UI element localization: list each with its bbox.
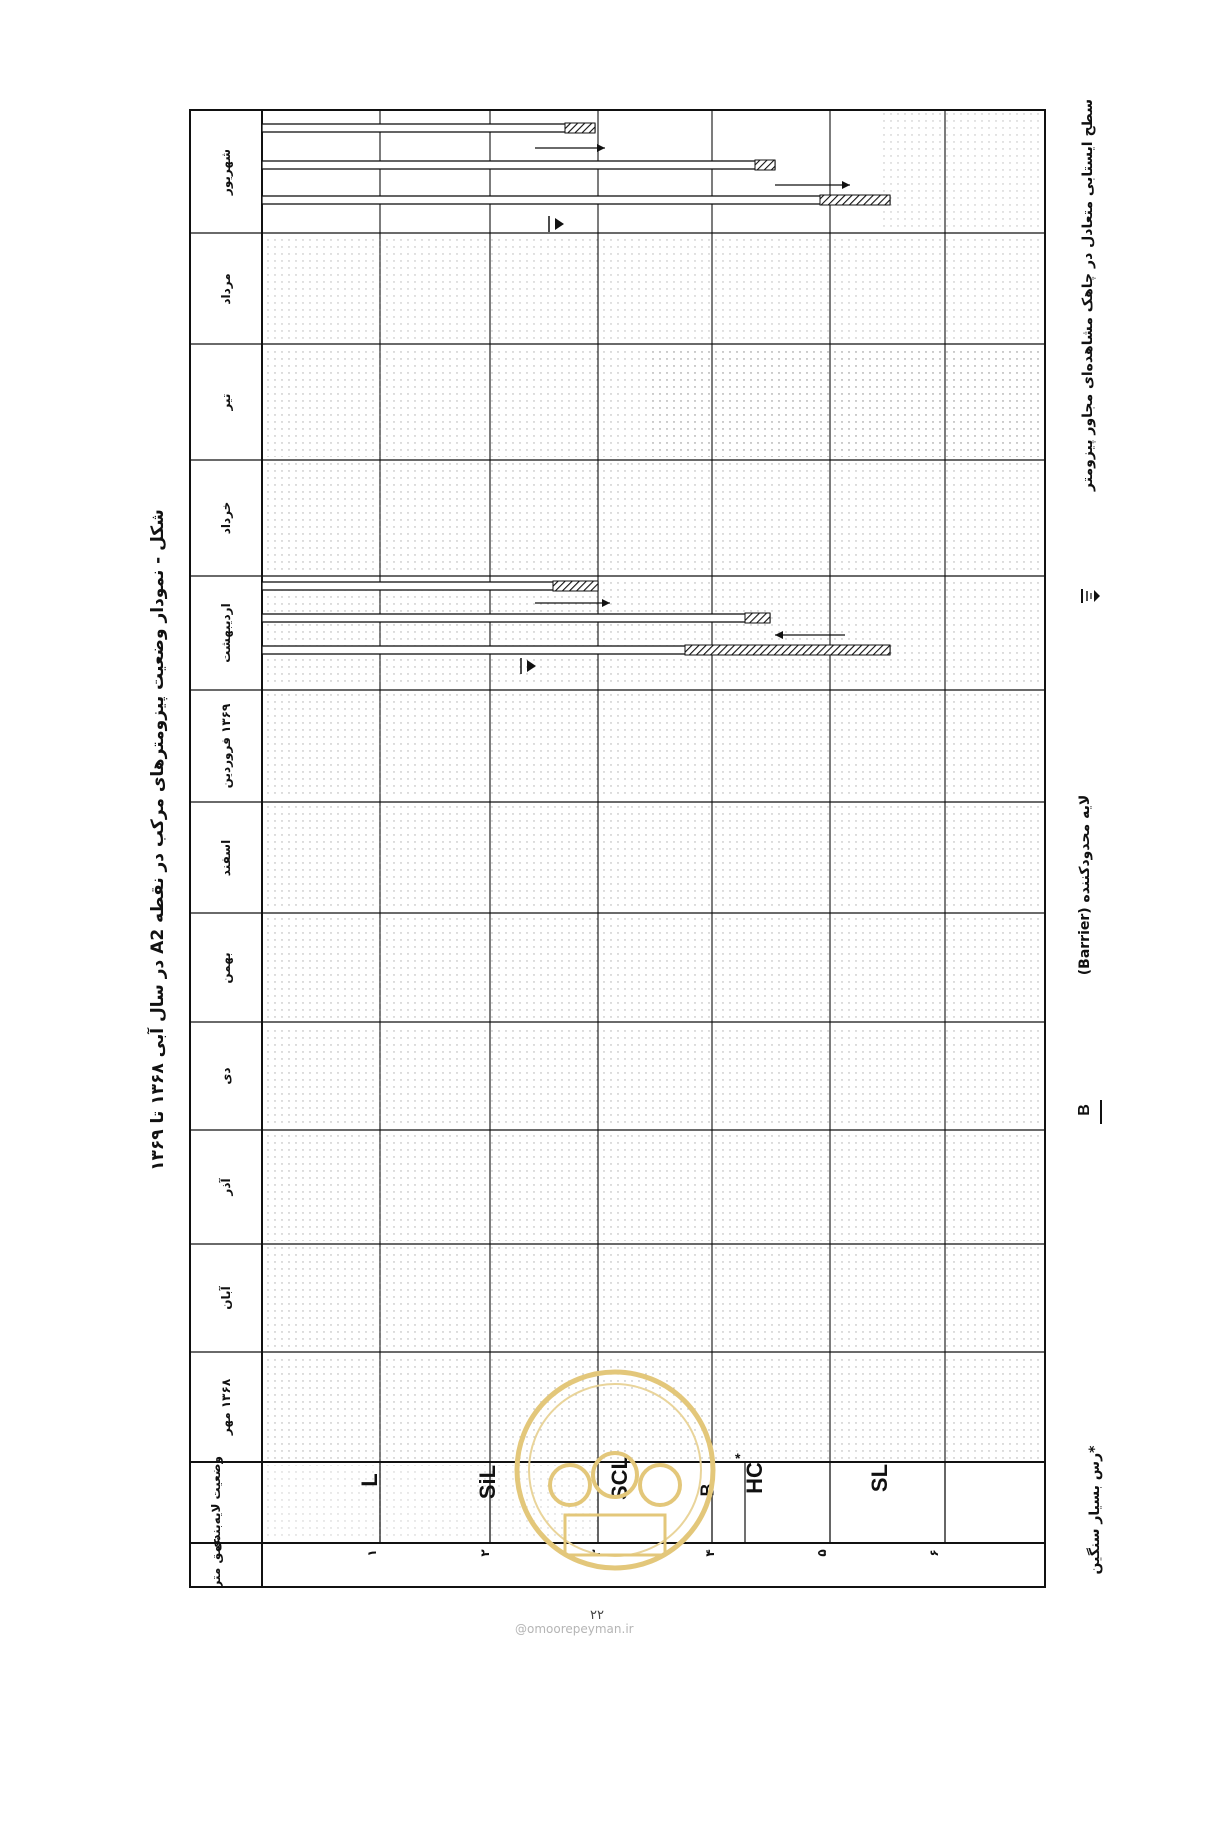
month-header: شهریور	[219, 148, 233, 195]
piezometer-pipe	[262, 196, 890, 204]
layer-code-hc: HC	[742, 1462, 767, 1494]
water-table-icon	[1078, 585, 1102, 607]
depth-mark-1: ۱	[365, 1549, 379, 1557]
month-header: ۱۳۶۸ مهر	[219, 1378, 233, 1436]
depth-column-header: عمق متر	[209, 1536, 223, 1588]
layer-note-hc: *	[735, 1450, 741, 1466]
month-header: بهمن	[219, 951, 233, 984]
publisher-logo	[510, 1365, 720, 1575]
dotted-cell	[264, 1025, 1043, 1127]
layer-code-l: L	[357, 1473, 382, 1487]
legend-barrier-text: لایه محدودکننده (Barrier)	[1077, 794, 1093, 976]
month-header: مرداد	[219, 272, 233, 305]
dotted-cell	[264, 916, 1043, 1019]
screen-section	[755, 160, 775, 170]
screen-section	[553, 581, 598, 591]
dotted-cell	[264, 693, 1043, 799]
month-header: اسفند	[219, 839, 233, 876]
legend-water-table: سطح ایستابی متعادل در چاهک مشاهده‌ای مجاور پیزومتر	[1080, 99, 1096, 491]
layer-code-sil: SiL	[475, 1464, 500, 1500]
dotted-cell	[880, 113, 1043, 230]
dotted-cell	[650, 347, 1043, 457]
screen-section	[820, 195, 890, 205]
legend-heavy-clay: *رس بسیار سنگین	[1087, 1445, 1103, 1575]
depth-mark-3: ۳	[589, 1549, 603, 1557]
month-header: تیر	[219, 393, 233, 411]
month-header: اردیبهشت	[219, 603, 233, 663]
dotted-cell	[264, 805, 1043, 910]
month-header: خرداد	[219, 501, 233, 535]
layer-code-scl: SCL	[607, 1456, 632, 1500]
month-header: آبان	[219, 1286, 233, 1310]
watermark-url: @omoorepeyman.ir	[515, 1622, 634, 1636]
piezometer-pipe	[262, 124, 595, 132]
piezometer-pipe	[262, 582, 598, 590]
month-header: آذر	[219, 1178, 233, 1196]
month-header: ۱۳۶۹ فروردین	[219, 703, 233, 789]
piezometer-pipe	[262, 614, 770, 622]
dotted-cell	[264, 1247, 1043, 1349]
depth-mark-2: ۲	[478, 1549, 492, 1557]
piezometer-pipe	[262, 161, 775, 169]
screen-section	[745, 613, 770, 623]
dotted-cell	[264, 1133, 1043, 1241]
month-header: دی	[219, 1067, 233, 1085]
depth-mark-4: ۴	[703, 1549, 717, 1557]
dotted-cell	[264, 579, 1043, 687]
legend-barrier-symbol: B	[1076, 1104, 1093, 1116]
dotted-cell	[264, 463, 1043, 573]
figure-title: شکل - نمودار وضعیت پیزومترهای مرکب در نقطه A2 در سال آبی ۱۳۶۸ تا ۱۳۶۹	[148, 509, 168, 1171]
layer-column-header: وضعیت لایه‌بندی	[209, 1456, 223, 1552]
depth-mark-6: ۶	[927, 1549, 941, 1557]
screen-section	[685, 645, 890, 655]
dotted-cells	[264, 113, 1043, 1540]
dotted-cell	[264, 236, 1043, 341]
screen-section	[565, 123, 595, 133]
barrier-line-icon	[1100, 1100, 1102, 1124]
layer-code-b: B	[697, 1483, 718, 1497]
layer-code-sl: SL	[867, 1463, 892, 1493]
depth-mark-5: ۵	[815, 1549, 829, 1557]
page-number: ۲۲	[590, 1608, 604, 1623]
